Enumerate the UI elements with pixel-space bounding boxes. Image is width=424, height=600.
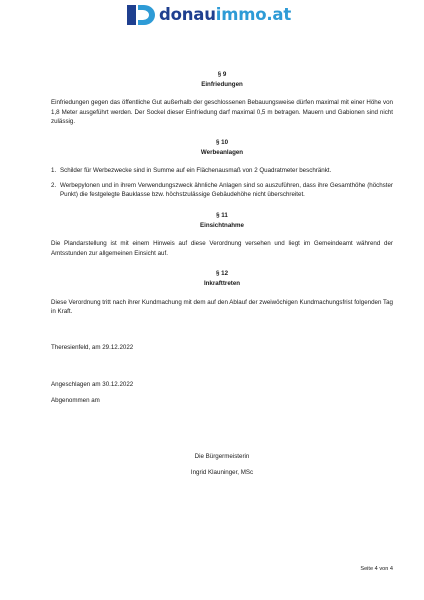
section-12-text: Diese Verordnung tritt nach ihrer Kundmachung mit dem auf den Ablauf der zweiwöchigen Kundmachungsfrist folgenden Tag in Kraft. bbox=[51, 298, 393, 316]
removed-date: Abgenommen am bbox=[51, 396, 100, 404]
list-text: Werbepylonen und in ihrem Verwendungszweck ähnliche Anlagen sind so auszuführen, dass ihre Gesamthöhe (höchster Punkt) die festgelegte Bauklasse bzw. höchstzulässige Gebäudehöhe nicht überschreitet. bbox=[60, 181, 393, 199]
section-9-number: § 9 bbox=[217, 71, 227, 78]
list-number: 1. bbox=[51, 167, 57, 175]
section-10-item bbox=[51, 166, 393, 176]
signer-name: Ingrid Klauninger, MSc bbox=[190, 469, 254, 477]
section-9-text: Einfriedungen gegen das öffentliche Gut außerhalb der geschlossenen Bebauungsweise dürfen maximal mit einer Höhe von 1,8 Meter ausgeführt werden. Der Sockel dieser Einfriedung darf maximal 0,5 m betragen. Mauern und Gabionen sind nicht zulässig. bbox=[51, 99, 393, 126]
list-text: Schilder für Werbezwecke sind in Summe auf ein Flächenausmaß von 2 Quadratmeter beschränkt. bbox=[60, 167, 332, 175]
posted-date: Angeschlagen am 30.12.2022 bbox=[51, 381, 134, 389]
donauimmo-logo bbox=[127, 4, 291, 26]
list-number: 2. bbox=[51, 181, 57, 189]
section-11-number: § 11 bbox=[216, 211, 228, 219]
section-10-item bbox=[51, 181, 393, 200]
section-12-number: § 12 bbox=[215, 270, 229, 278]
document-body bbox=[51, 70, 393, 478]
section-11-title: Einsichtnahme bbox=[199, 221, 244, 229]
place-date: Theresienfeld, am 29.12.2022 bbox=[51, 343, 134, 351]
section-12-title: Inkrafttreten bbox=[203, 279, 241, 287]
section-10-title: Werbeanlagen bbox=[200, 148, 244, 156]
signer-title: Die Bürgermeisterin bbox=[194, 453, 250, 461]
section-11-text: Die Plandarstellung ist mit einem Hinweis auf diese Verordnung versehen und liegt im Gemeindeamt während der Amtsstunden zur allgemeinen Einsicht auf. bbox=[51, 240, 393, 257]
logo-mark-icon bbox=[127, 5, 155, 25]
logo-wordmark: donauimmo.at bbox=[159, 5, 292, 24]
page-number: Seite 4 von 4 bbox=[360, 566, 393, 572]
section-10-number: § 10 bbox=[215, 138, 229, 146]
section-9-title: Einfriedungen bbox=[201, 80, 243, 88]
